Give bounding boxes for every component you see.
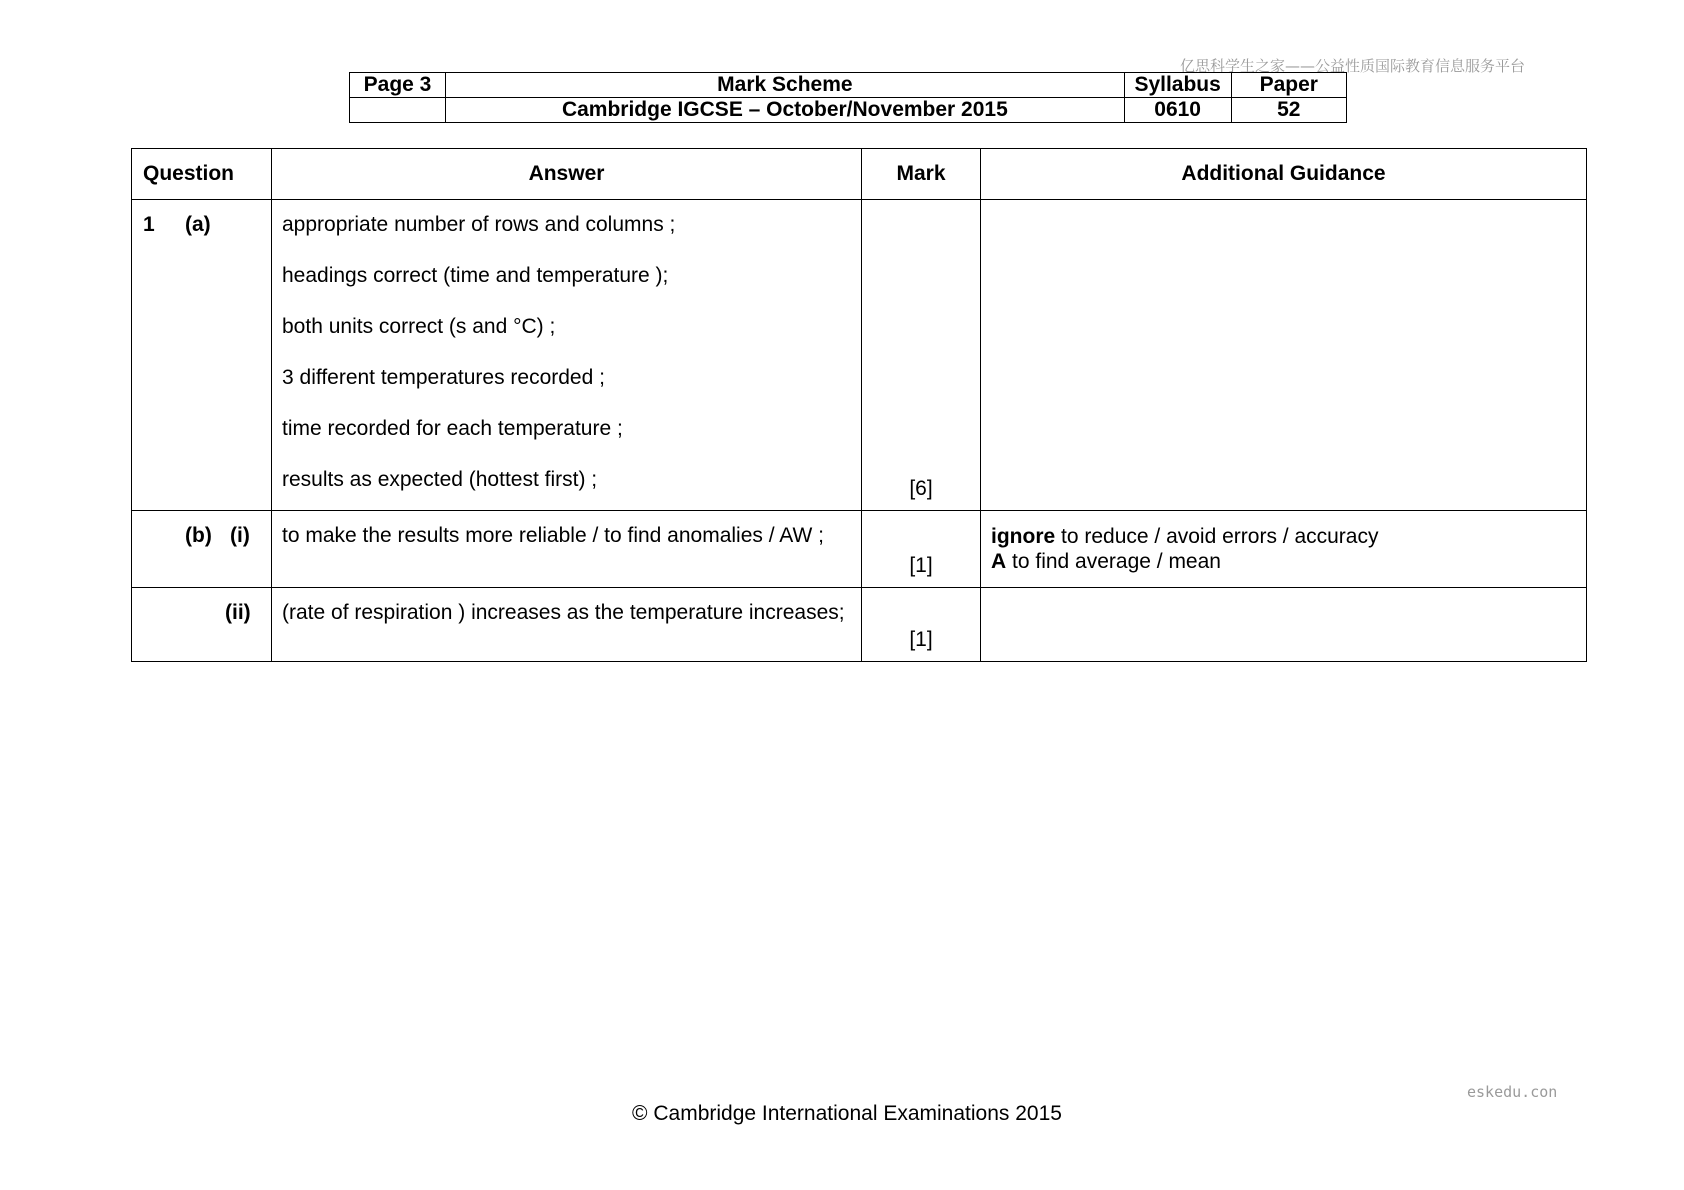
column-header-guidance: Additional Guidance — [981, 149, 1587, 200]
header-blank-cell — [350, 98, 446, 123]
watermark-top: 亿思科学生之家——公益性质国际教育信息服务平台 — [1180, 57, 1526, 75]
document-title: Mark Scheme — [446, 73, 1125, 98]
answer-line: (rate of respiration ) increases as the temperature increases; — [282, 601, 845, 624]
header-table — [349, 72, 1347, 123]
document-subtitle: Cambridge IGCSE – October/November 2015 — [446, 98, 1125, 123]
guidance-cell — [981, 511, 1587, 588]
answer-line: time recorded for each temperature ; — [282, 417, 623, 440]
syllabus-value: 0610 — [1124, 98, 1231, 123]
paper-label: Paper — [1231, 73, 1346, 98]
question-part: (b) — [185, 524, 212, 547]
mark-cell: [6] — [862, 200, 981, 511]
page-label: Page 3 — [350, 73, 446, 98]
guidance-keyword: ignore — [991, 525, 1056, 548]
mark-scheme-table — [131, 148, 1587, 662]
paper-value: 52 — [1231, 98, 1346, 123]
answer-line: both units correct (s and °C) ; — [282, 315, 556, 338]
mark-cell: [1] — [862, 511, 981, 588]
question-cell — [132, 588, 272, 662]
question-cell — [132, 200, 272, 511]
answer-cell — [272, 511, 862, 588]
question-subpart: (ii) — [225, 601, 251, 624]
answer-line: headings correct (time and temperature ); — [282, 264, 669, 287]
syllabus-label: Syllabus — [1124, 73, 1231, 98]
watermark-bottom: eskedu.con — [1467, 1083, 1558, 1101]
column-header-mark: Mark — [862, 149, 981, 200]
answer-cell — [272, 588, 862, 662]
answer-line: to make the results more reliable / to find anomalies / AW ; — [282, 524, 824, 547]
guidance-text: to find average / mean — [1006, 550, 1221, 573]
answer-cell — [272, 200, 862, 511]
column-header-question: Question — [132, 149, 272, 200]
guidance-text: to reduce / avoid errors / accuracy — [1055, 525, 1379, 548]
column-header-answer: Answer — [272, 149, 862, 200]
guidance-keyword: A — [991, 550, 1007, 573]
answer-line: results as expected (hottest first) ; — [282, 468, 598, 491]
question-part: (a) — [185, 213, 211, 236]
table-row — [132, 200, 1587, 511]
table-header-row — [132, 149, 1587, 200]
answer-line: 3 different temperatures recorded ; — [282, 366, 605, 389]
question-cell — [132, 511, 272, 588]
copyright-footer: © Cambridge International Examinations 2015 — [632, 1102, 1062, 1125]
question-subpart: (i) — [230, 524, 250, 547]
guidance-line — [991, 524, 1576, 549]
table-row — [132, 511, 1587, 588]
table-row — [132, 588, 1587, 662]
answer-line: appropriate number of rows and columns ; — [282, 213, 676, 236]
guidance-cell — [981, 200, 1587, 511]
mark-cell: [1] — [862, 588, 981, 662]
guidance-cell — [981, 588, 1587, 662]
question-number: 1 — [143, 213, 155, 236]
guidance-line — [991, 549, 1576, 574]
